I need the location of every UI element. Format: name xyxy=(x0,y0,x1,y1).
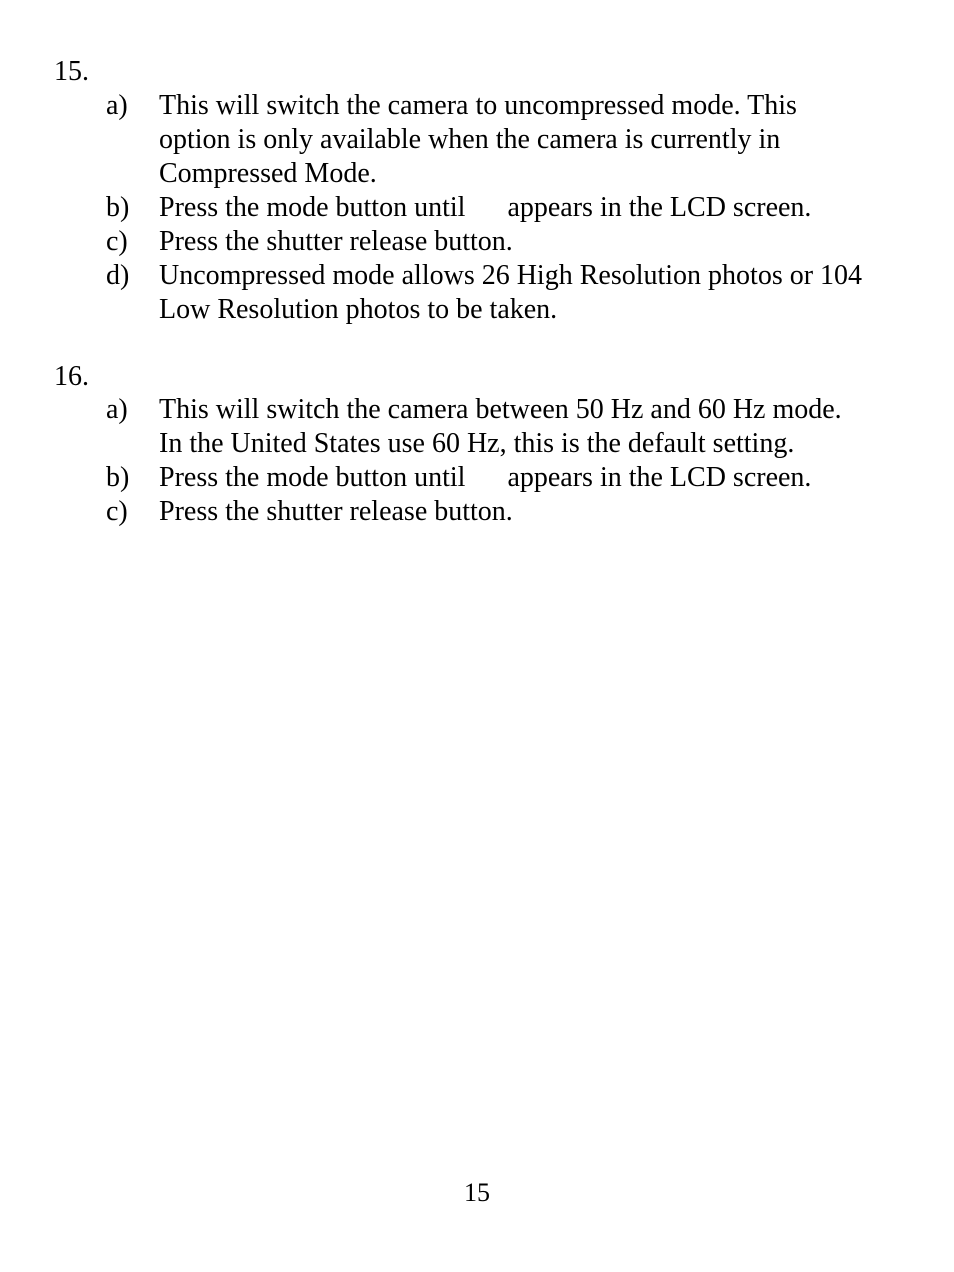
list-item-text xyxy=(159,393,919,461)
list-item-text xyxy=(159,259,919,327)
list-item-marker: c) xyxy=(106,226,128,257)
text-line: Low Resolution photos to be taken. xyxy=(159,294,558,325)
lcd-symbol-icon xyxy=(465,200,507,220)
page-number: 15 xyxy=(464,1178,490,1207)
list-item-text xyxy=(159,191,919,225)
text-after-icon: appears in the LCD screen. xyxy=(507,192,812,223)
text-before-icon: Press the mode button until xyxy=(159,192,466,223)
text-line: This will switch the camera to uncompressed mode. This xyxy=(159,90,797,121)
list-item-text xyxy=(159,225,919,259)
lcd-symbol-icon xyxy=(465,470,507,490)
text-after-icon: appears in the LCD screen. xyxy=(507,462,812,493)
text-line: Compressed Mode. xyxy=(159,158,377,189)
list-item-marker: c) xyxy=(106,496,128,527)
list-item-text xyxy=(159,495,919,529)
list-item-marker: a) xyxy=(106,90,128,121)
list-item-text xyxy=(159,461,919,495)
text-line: This will switch the camera between 50 Hz and 60 Hz mode. xyxy=(159,394,842,425)
text-line: Uncompressed mode allows 26 High Resolution photos or 104 xyxy=(159,260,863,291)
text-line xyxy=(159,461,919,495)
text-line: Press the shutter release button. xyxy=(159,496,513,527)
text-line: Press the shutter release button. xyxy=(159,226,513,257)
text-line: option is only available when the camera is currently in xyxy=(159,124,781,155)
list-item-text xyxy=(159,89,919,191)
text-before-icon: Press the mode button until xyxy=(159,462,466,493)
list-item-marker: b) xyxy=(106,462,130,493)
list-item-marker: a) xyxy=(106,394,128,425)
text-line: In the United States use 60 Hz, this is the default setting. xyxy=(159,428,795,459)
list-item-marker: b) xyxy=(106,192,130,223)
list-item-marker: d) xyxy=(106,260,130,291)
section-number: 16. xyxy=(54,361,89,392)
section-number: 15. xyxy=(54,56,89,87)
text-line xyxy=(159,191,919,225)
